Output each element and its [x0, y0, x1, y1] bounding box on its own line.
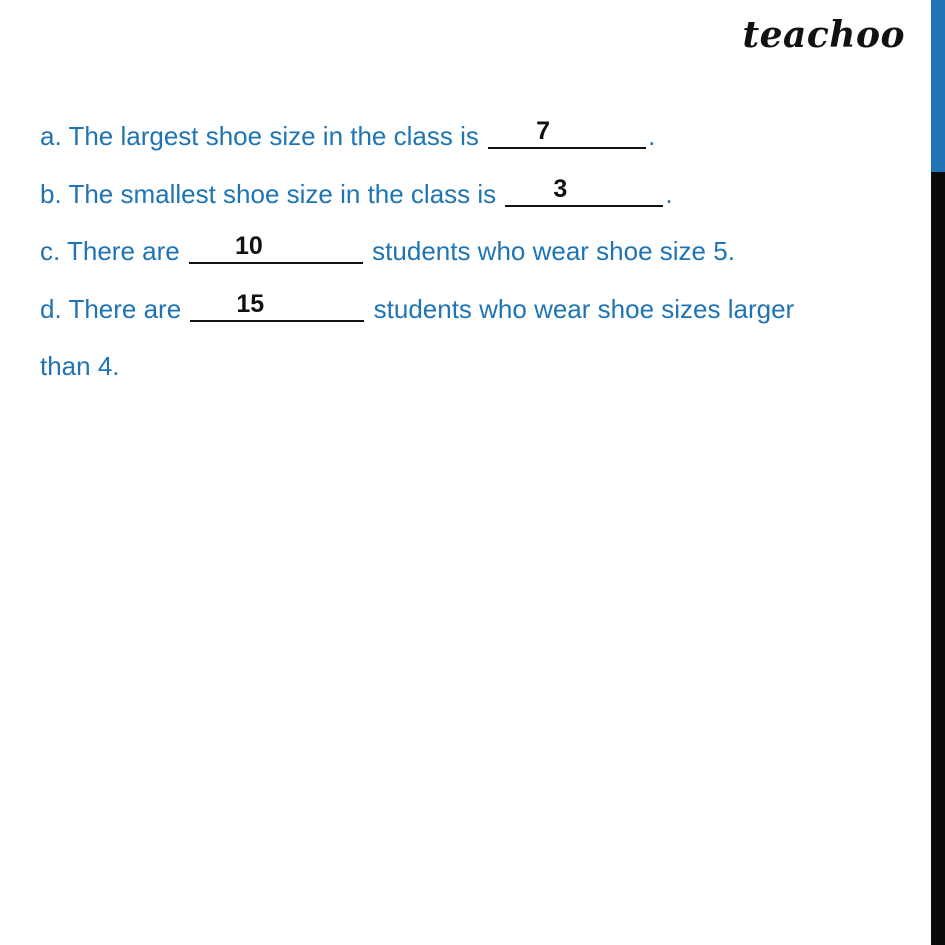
- question-d-prefix: d. There are: [40, 293, 182, 324]
- teachoo-logo: teachoo: [742, 14, 905, 56]
- question-a: [40, 108, 890, 166]
- answer-b: 3: [553, 174, 568, 203]
- question-d-continuation: than 4.: [40, 351, 120, 381]
- sidebar-accent-strip: [931, 0, 945, 172]
- answer-blank-d: [190, 289, 364, 322]
- answer-d: 15: [236, 289, 265, 318]
- answer-blank-c: [189, 232, 363, 264]
- question-d: [40, 281, 890, 339]
- question-d-suffix: students who wear shoe sizes larger: [373, 293, 795, 324]
- answer-blank-b: [505, 174, 663, 207]
- question-b-suffix: .: [665, 178, 673, 209]
- answer-a: 7: [536, 117, 550, 145]
- question-c: [40, 223, 890, 281]
- answer-c: 10: [234, 232, 263, 260]
- question-list: [40, 108, 890, 396]
- question-b-prefix: b. The smallest shoe size in the class is: [40, 178, 497, 209]
- question-a-prefix: a. The largest shoe size in the class is: [40, 121, 479, 151]
- question-c-suffix: students who wear shoe size 5.: [372, 236, 735, 266]
- question-c-prefix: c. There are: [40, 236, 180, 266]
- answer-blank-a: [488, 117, 646, 149]
- question-a-suffix: .: [648, 121, 656, 151]
- question-b: [40, 166, 890, 224]
